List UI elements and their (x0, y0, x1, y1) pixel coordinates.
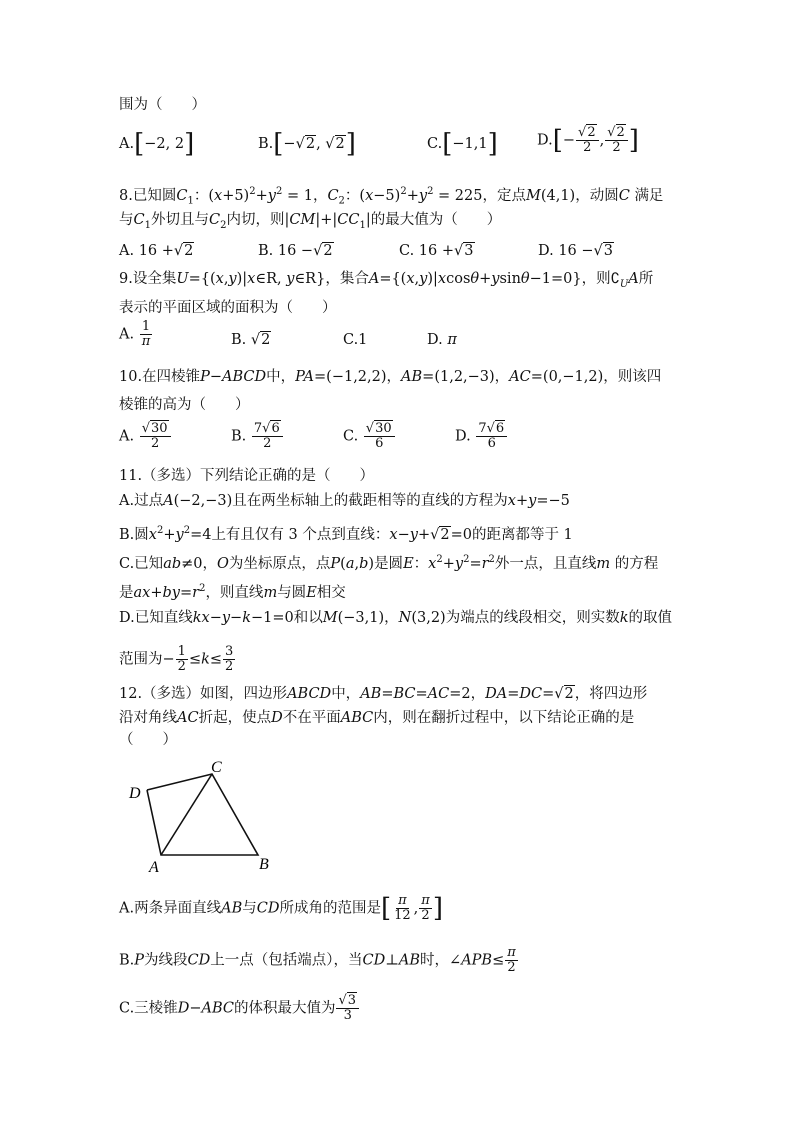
label-b: B (259, 856, 269, 873)
q7-option-a: A.[−2, 2] (119, 129, 195, 159)
q10-line2: 棱锥的高为（ ） (119, 397, 250, 413)
q7-option-b: B.[−√ 2, √ 2] (258, 133, 356, 155)
q11-option-d-line2: 范围为− $\frac{1}{2}$ ≤k≤ $\frac{3}{2}$ (119, 644, 234, 674)
q9-line1: 9.设全集U={(x,y)|x∈R, y∈R}，集合A={(x,y)|xcosθ+ysinθ−1=0}，则$∁_UA$所 (119, 271, 654, 290)
q7-tail: 围为（ ） (119, 97, 206, 113)
q11-option-c-line1: C.已知ab≠0，O为坐标原点，点P(a,b)是圆E：$x^2+y^2=r^2$外一点，且直线m 的方程 (119, 554, 659, 572)
q8-line2: 与$C_1$外切且与$C_2$内切，则$|CM|+|CC_1|$的最大值为（ ） (119, 212, 502, 231)
q8-option-c: C. 16 +√ 3 (399, 240, 475, 262)
q10-option-c: C. √ $\frac{30}{6}$ (343, 422, 396, 451)
label-c: C (211, 759, 222, 776)
q8-option-b: B. 16 −√ 2 (258, 240, 334, 262)
q12-option-a: A.两条异面直线AB与CD所成角的范围是[ $\frac{\pi}{12}$ , $\frac{\pi}{2}$ ] (119, 893, 443, 924)
q9-option-b: B. √ 2 (231, 329, 271, 351)
q11-title: 11.（多选）下列结论正确的是（ ） (119, 468, 375, 484)
q11-option-d-line1: D.已知直线kx−y−k−1=0和以M(−3,1)，N(3,2)为端点的线段相交，则实数k的取值 (119, 610, 672, 626)
q12-line3: （ ） (119, 732, 177, 748)
q11-option-c-line2: 是$ax+by=r^2$，则直线m与圆E相交 (119, 583, 346, 601)
q8-option-d: D. 16 −√ 3 (538, 240, 614, 262)
q12-line2: 沿对角线AC折起，使点D不在平面ABC内，则在翻折过程中，以下结论正确的是 (119, 710, 635, 726)
q8-option-a: A. 16 +√ 2 (119, 240, 194, 262)
diagonal-ac (161, 774, 212, 855)
q10-option-a: A. √ $\frac{30}{2}$ (119, 422, 172, 451)
q11-option-a: A.过点A(−2,−3)且在两坐标轴上的截距相等的直线的方程为x+y=−5 (119, 493, 570, 509)
q9-line2: 表示的平面区域的面积为（ ） (119, 300, 337, 316)
q9-option-c: C.1 (343, 332, 368, 348)
q11-option-b: B.圆$x^2+y^2=4$上有且仅有 3 个点到直线：x−y+√ 2=0的距离都等于 1 (119, 520, 573, 546)
quadrilateral-outline (147, 774, 258, 855)
q9-option-a: A. $\frac{1}{\pi}$ (119, 319, 151, 349)
label-d: D (129, 785, 141, 802)
q10-option-b: B. $\frac{7√ 6}{2}$ (231, 422, 284, 451)
q12-option-b: B.P为线段CD上一点（包括端点），当CD⊥AB时，∠APB≤ $\frac{\pi}{2}$ (119, 945, 516, 975)
q12-line1: 12.（多选）如图，四边形ABCD中，AB=BC=AC=2，DA=DC=√ 2，将四边形 (119, 683, 647, 705)
q8-line1: 8.已知圆$C_1$：$(x+5)^2+y^2 = 1$，$C_2$：$(x-5)^2+y^2 = 225$，定点M(4,1)，动圆C 满足 (119, 186, 664, 207)
q7-option-d: D.[− √ $\frac{2}{2}$ , √ $\frac{2}{2}$ ] (537, 126, 639, 155)
label-a: A (149, 859, 159, 876)
q12-option-c: C.三棱锥D−ABC的体积最大值为 √ $\frac{3}{3}$ (119, 994, 360, 1023)
q7-option-c: C.[−1,1] (427, 129, 498, 159)
quadrilateral-diagram (125, 758, 285, 878)
q10-option-d: D. $\frac{7√ 6}{6}$ (455, 422, 508, 451)
q9-option-d: D. π (427, 332, 457, 348)
q10-line1: 10.在四棱锥P−ABCD中，PA=(−1,2,2)，AB=(1,2,−3)，AC=(0,−1,2)，则该四 (119, 369, 662, 385)
